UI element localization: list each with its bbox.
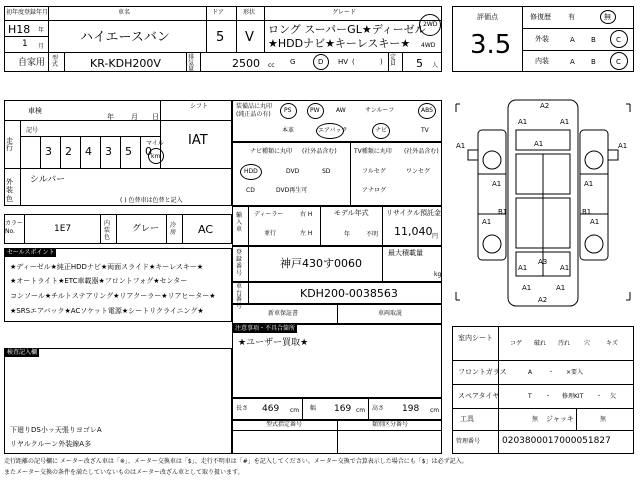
- inspection-day-unit: 日: [152, 113, 159, 121]
- mileage-digit-5: 5: [125, 145, 132, 158]
- equip-ps: PS: [284, 107, 292, 114]
- equipment-title: 装備品に丸印: [236, 103, 273, 110]
- seat-scratch: キズ: [606, 340, 618, 347]
- exterior-color-label: 外装色: [6, 178, 13, 203]
- reg-year-unit: 年: [38, 27, 45, 34]
- shift-label: シフト: [190, 103, 209, 110]
- damage-code: A1: [522, 284, 532, 292]
- designated-number-label: 型式指定番号: [266, 421, 303, 428]
- mileage-digit-3: 4: [85, 145, 92, 158]
- fuel-paren-open: (: [352, 58, 355, 66]
- import-left: 左 H: [300, 230, 313, 237]
- inspection-label: 車検: [28, 107, 42, 115]
- exterior-grade: C: [616, 36, 621, 44]
- fuel-g: G: [290, 58, 296, 66]
- diagram-codes: [456, 102, 627, 304]
- model-year-unknown: 不明: [366, 231, 379, 238]
- damage-code: A3: [538, 258, 548, 266]
- import-parallel: 並行: [264, 230, 277, 237]
- nav-cd: CD: [246, 187, 255, 194]
- mileage-frame: [4, 100, 232, 206]
- ac-value: AC: [198, 223, 214, 236]
- management-number: 0203800017000051827: [502, 436, 611, 446]
- inspector-label: 検査記入欄: [7, 349, 38, 356]
- car-damage-diagram: [452, 94, 634, 312]
- height-unit: cm: [430, 407, 440, 414]
- mileage-digit-2: 2: [65, 145, 72, 158]
- drive-alt: 4WD: [421, 42, 436, 49]
- notes-text: ★ユーザー買取★: [238, 338, 309, 348]
- sales-points-label: セールスポイント: [7, 249, 55, 256]
- seat-stain: 汚れ: [558, 340, 571, 347]
- inspector-line-1: 下廻りDS小ッ天張りヨゴレA: [10, 426, 102, 434]
- category-number-label: 類別区分番号: [372, 421, 409, 428]
- damage-code: A1: [518, 264, 528, 272]
- damage-code: A1: [590, 218, 600, 226]
- management-label: 管理番号: [456, 438, 481, 445]
- inspector-line-2: リヤルクルーン外装線A多: [10, 440, 92, 448]
- chassis-label: 車台番号: [236, 283, 243, 310]
- import-right: 右 H: [300, 211, 313, 218]
- model-code: KR-KDH200V: [90, 57, 161, 70]
- equip-airbag: エアバック: [318, 127, 348, 134]
- tv-fullseg: フルセグ: [362, 168, 386, 175]
- damage-code: A1: [492, 180, 502, 188]
- sales-point-line-3: コンソール★チルトステアリング★リアクーラー★リアヒーター★: [10, 292, 216, 300]
- model-year-label: モデル年式: [334, 209, 369, 217]
- drive-type: 2WD: [423, 21, 438, 28]
- mileage-digit-4: 3: [105, 145, 112, 158]
- damage-code: A1: [618, 142, 628, 150]
- repair-yes: 有: [568, 13, 575, 21]
- tv-analog: アナログ: [362, 187, 387, 194]
- spare-tire-kit: 修理KIT: [562, 393, 584, 400]
- displacement-unit: cc: [268, 62, 275, 69]
- jack-label: ジャッキ: [546, 415, 574, 423]
- car-name-label: 車名: [118, 9, 131, 16]
- grade-line-2: ★HDDナビ★キーレスキー★: [268, 37, 411, 50]
- spare-tire-label: スペアタイヤ: [458, 392, 500, 400]
- reg-month: 1: [22, 39, 28, 49]
- reg-month-unit: 月: [38, 43, 45, 50]
- damage-code: A1: [482, 218, 492, 226]
- grade-line-1: ロング スーパーGL★ディーゼル: [268, 23, 426, 36]
- door-count: 5: [216, 30, 225, 45]
- import-label: 輸入車: [236, 212, 243, 234]
- tv-title: TV種類に丸印: [354, 148, 392, 155]
- repair-no: 無: [604, 13, 611, 21]
- interior-a: A: [570, 58, 575, 66]
- body-shape: V: [245, 30, 254, 45]
- tools-value: 無: [532, 416, 539, 423]
- exterior-color: シルバー: [30, 175, 66, 185]
- interior-b: B: [591, 58, 596, 66]
- chassis-number: KDH200-0038563: [300, 287, 398, 300]
- sales-point-line-2: ★オートライト★ETC車載器★フロントフォグ★センター: [10, 277, 188, 285]
- tv-oneseg: ワンセグ: [406, 168, 431, 175]
- nav-hdd: HDD: [244, 168, 258, 175]
- damage-code: A1: [584, 180, 594, 188]
- inspector-frame: [4, 348, 232, 454]
- ac-label: 冷房: [170, 222, 177, 237]
- use-type: 自家用: [18, 58, 46, 68]
- inspection-month-unit: 月: [131, 113, 138, 121]
- fuel-hv: HV: [338, 58, 349, 66]
- interior-grade: C: [616, 58, 621, 66]
- nav-note: (社外品含む): [302, 148, 337, 155]
- damage-code: A1: [534, 140, 544, 148]
- seat-hole: 穴: [584, 340, 591, 347]
- equip-leather: 本革: [282, 127, 295, 134]
- damage-code: A1: [560, 118, 570, 126]
- tv-note: (社外品含む): [404, 148, 439, 155]
- recycle-unit: 円: [432, 233, 439, 240]
- interior-color: グレー: [132, 224, 160, 234]
- import-dealer: ディーラー: [254, 211, 284, 218]
- jack-value: 無: [600, 416, 607, 423]
- spare-tire-missing: 欠: [610, 393, 617, 400]
- damage-code: B1: [498, 208, 508, 216]
- equip-navi: ナビ: [375, 127, 388, 134]
- seat-tear: 破れ: [534, 340, 547, 347]
- recycle-label: リサイクル預託金: [386, 209, 442, 217]
- equipment-subtitle: (純正品の有): [236, 111, 271, 118]
- front-glass-dot: ・: [548, 369, 555, 376]
- interior-label: 内装: [535, 57, 549, 65]
- inspection-year-unit: 年: [107, 113, 114, 121]
- warranty-card: 新車保証書: [268, 310, 299, 317]
- grade-label: グレード: [332, 9, 357, 16]
- reg-era: H18: [8, 23, 31, 36]
- equip-sunroof: サンルーフ: [365, 107, 395, 114]
- damage-code: A1: [518, 118, 528, 126]
- exterior-a: A: [570, 36, 575, 44]
- spare-tire-dot-2: ・: [596, 393, 603, 400]
- notes-label: 注意事項・不具合箇所: [235, 325, 296, 332]
- sales-point-line-1: ★ディーゼル★純正HDDナビ★両面スライド★キーレスキー★: [10, 263, 204, 271]
- max-load-unit: kg: [434, 271, 442, 278]
- color-change-note: ( ) 色替車は色替と記入: [120, 197, 183, 204]
- seat-burn: コゲ: [510, 340, 523, 347]
- width-value: 169: [334, 404, 352, 414]
- damage-code: A1: [560, 264, 570, 272]
- equip-tv: TV: [421, 127, 429, 134]
- sales-point-line-4: ★SRSエアバック★ACソケット電源★シートリクライニング★: [10, 307, 204, 315]
- max-load-label: 最大積載量: [388, 249, 423, 257]
- displacement-label: 排気量: [188, 54, 195, 73]
- mileage-digit-1: 3: [45, 145, 52, 158]
- registration-number: 神戸430す0060: [280, 257, 362, 270]
- damage-code: A2: [538, 296, 548, 304]
- repair-label: 修復歴: [530, 13, 551, 21]
- nav-dvd-play: DVD再生可: [276, 187, 308, 194]
- nav-sd: SD: [322, 168, 331, 175]
- front-glass-a: A: [528, 369, 533, 376]
- damage-code: A1: [456, 142, 466, 150]
- fuel-paren-close: ): [380, 58, 383, 66]
- spare-tire-dot-1: ・: [545, 393, 552, 400]
- registration-label: 登録番号: [236, 249, 243, 277]
- length-value: 469: [262, 404, 280, 414]
- footer-line-2: またメーター交換の条件を満たしていないものはメーター改ざん車として取り扱います。: [4, 469, 244, 476]
- width-unit: cm: [356, 407, 366, 414]
- equip-abs: ABS: [421, 107, 433, 114]
- model-year-unit: 年: [344, 231, 351, 238]
- height-label: 高さ: [372, 405, 385, 412]
- fuel-d: D: [318, 58, 324, 66]
- footer-line-1: 走行距離の記号欄に メーター改ざん車は「※」、メーター交換車は「$」、走行不明車は「#」を記入してください。メーター交換で合算表示した場合にも「$」は必ず記入。: [4, 458, 468, 465]
- spare-tire-t: T: [528, 393, 532, 400]
- recycle-value: 11,040: [394, 225, 433, 238]
- reg-year-label: 初年度登録年月: [6, 9, 49, 16]
- nav-title: ナビ種類に丸印: [250, 148, 293, 155]
- color-code-label: カラーNo.: [5, 220, 24, 235]
- displacement: 2500: [232, 57, 260, 70]
- mileage-unit-km: km: [151, 153, 161, 160]
- capacity-unit: 人: [432, 62, 439, 69]
- owner-manual: 車両取説: [378, 310, 403, 317]
- color-code: 1E7: [54, 224, 72, 234]
- mileage-digit-label: 記号: [26, 127, 39, 134]
- length-label: 長さ: [236, 405, 249, 412]
- mileage-label: 走行: [6, 137, 13, 152]
- rating-label: 評価点: [477, 13, 498, 21]
- shift-value: IAT: [188, 133, 208, 148]
- tools-label: 工具: [460, 415, 474, 423]
- damage-code: B1: [582, 208, 592, 216]
- front-glass-replace: ×要入: [566, 369, 584, 376]
- door-label: ドア: [212, 9, 224, 16]
- exterior-label: 外装: [535, 35, 549, 43]
- damage-code: A2: [540, 102, 550, 110]
- width-label: 幅: [310, 405, 317, 412]
- mileage-digit-6: 0: [145, 145, 152, 158]
- front-glass-label: フロントガラス: [458, 368, 507, 376]
- model-label: 型式: [52, 55, 59, 68]
- notes-frame: [232, 324, 442, 398]
- shape-label: 形状: [243, 9, 256, 16]
- car-name: ハイエースバン: [80, 30, 170, 45]
- mileage-unit-mile: マイル: [146, 140, 164, 147]
- damage-code: A1: [556, 284, 566, 292]
- interior-color-label: 内装色: [104, 220, 111, 242]
- length-unit: cm: [290, 407, 300, 414]
- rating-value: 3.5: [470, 30, 512, 60]
- equip-aw: AW: [336, 107, 346, 114]
- height-value: 198: [402, 404, 420, 414]
- nav-dvd: DVD: [286, 168, 300, 175]
- equip-pw: PW: [310, 107, 320, 114]
- capacity: 5: [416, 57, 423, 70]
- interior-seat-label: 室内シート: [458, 334, 493, 342]
- capacity-label: 定員: [390, 54, 397, 67]
- exterior-b: B: [591, 36, 596, 44]
